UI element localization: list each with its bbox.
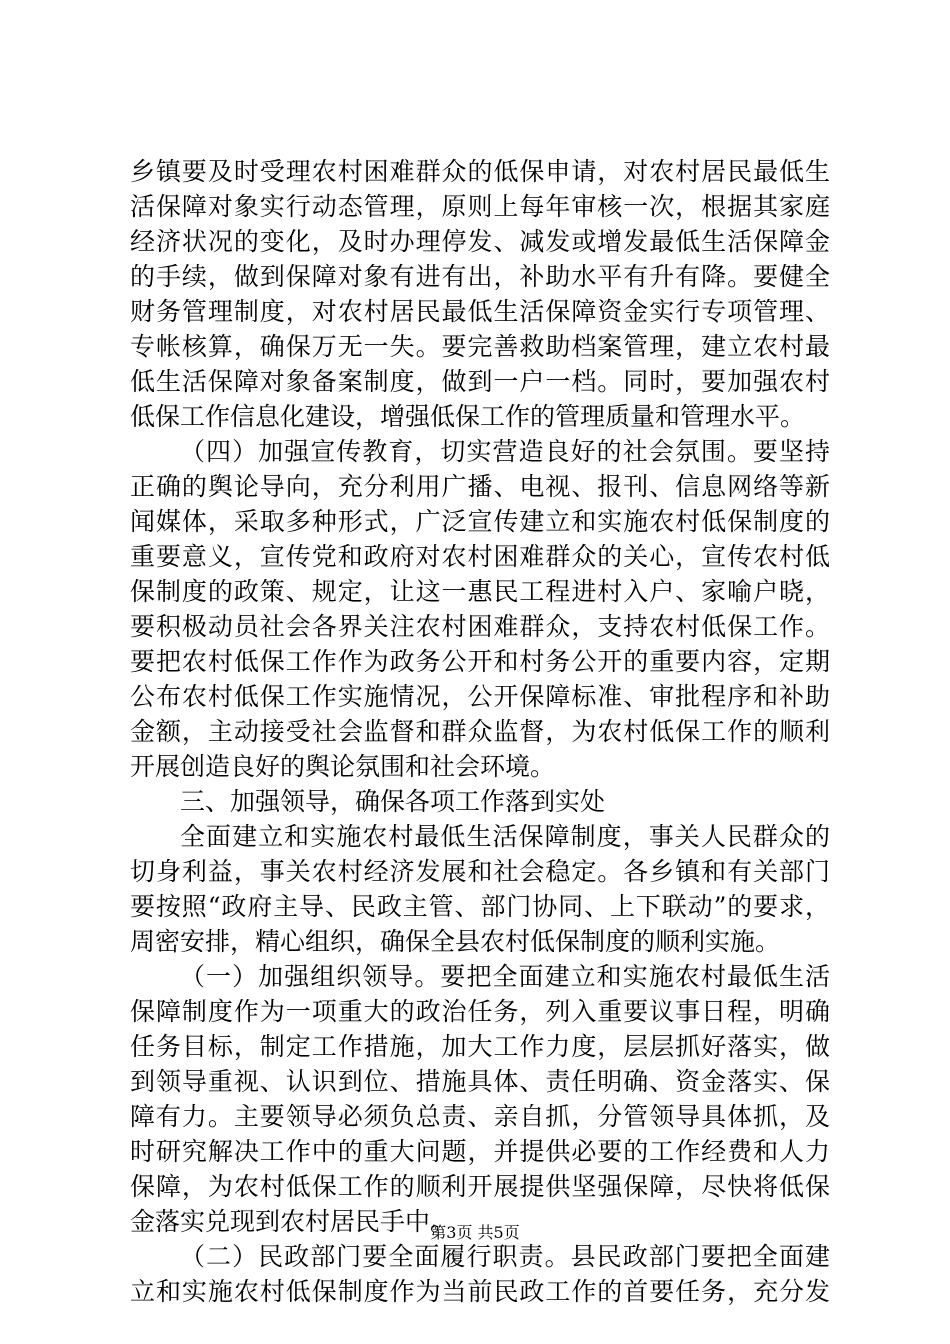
text-line: 切身利益，事关农村经济发展和社会稳定。各乡镇和有关部门 [130, 857, 830, 886]
text-line: 闻媒体，采取多种形式，广泛宣传建立和实施农村低保制度的 [130, 507, 830, 536]
text-line: 财务管理制度，对农村居民最低生活保障资金实行专项管理、 [130, 297, 830, 326]
text-line: 专帐核算，确保万无一失。要完善救助档案管理，建立农村最 [130, 332, 830, 361]
text-line: 开展创造良好的舆论氛围和社会环境。 [130, 752, 556, 781]
text-line: 保制度的政策、规定，让这一惠民工程进村入户、家喻户晓， [130, 577, 830, 606]
text-line: 重要意义，宣传党和政府对农村困难群众的关心，宣传农村低 [130, 542, 830, 571]
text-line: 的手续，做到保障对象有进有出，补助水平有升有降。要健全 [130, 262, 830, 291]
body-text [130, 154, 830, 1309]
text-line: 三、加强领导，确保各项工作落到实处 [180, 787, 606, 816]
text-line: 经济状况的变化，及时办理停发、减发或增发最低生活保障金 [130, 227, 830, 256]
text-line: 金落实兑现到农村居民手中。 [130, 1207, 456, 1236]
text-line: （四）加强宣传教育，切实营造良好的社会氛围。要坚持 [180, 437, 830, 466]
text-line: 乡镇要及时受理农村困难群众的低保申请，对农村居民最低生 [130, 157, 830, 186]
text-line: 低保工作信息化建设，增强低保工作的管理质量和管理水平。 [130, 402, 806, 431]
text-line: 保障制度作为一项重大的政治任务，列入重要议事日程，明确 [130, 997, 830, 1026]
text-line: （二）民政部门要全面履行职责。县民政部门要把全面建 [180, 1242, 830, 1271]
text-line: 正确的舆论导向，充分利用广播、电视、报刊、信息网络等新 [130, 472, 830, 501]
text-line: 要按照“政府主导、民政主管、部门协同、上下联动”的要求， [130, 892, 830, 921]
page-footer: 第3页 共5页 [430, 1223, 520, 1242]
text-line: 要积极动员社会各界关注农村困难群众，支持农村低保工作。 [130, 612, 830, 641]
text-line: （一）加强组织领导。要把全面建立和实施农村最低生活 [180, 962, 830, 991]
text-line: 任务目标，制定工作措施，加大工作力度，层层抓好落实，做 [130, 1032, 830, 1061]
text-line: 全面建立和实施农村最低生活保障制度，事关人民群众的 [180, 822, 830, 851]
text-line: 周密安排，精心组织，确保全县农村低保制度的顺利实施。 [130, 927, 781, 956]
text-line: 金额，主动接受社会监督和群众监督，为农村低保工作的顺利 [130, 717, 830, 746]
text-line: 活保障对象实行动态管理，原则上每年审核一次，根据其家庭 [130, 192, 830, 221]
text-line: 公布农村低保工作实施情况，公开保障标准、审批程序和补助 [130, 682, 830, 711]
text-line: 立和实施农村低保制度作为当前民政工作的首要任务，充分发 [130, 1277, 830, 1306]
text-line: 低生活保障对象备案制度，做到一户一档。同时，要加强农村 [130, 367, 830, 396]
text-line: 保障，为农村低保工作的顺利开展提供坚强保障，尽快将低保 [130, 1172, 830, 1201]
text-line: 时研究解决工作中的重大问题，并提供必要的工作经费和人力 [130, 1137, 830, 1166]
text-line: 到领导重视、认识到位、措施具体、责任明确、资金落实、保 [130, 1067, 830, 1096]
text-line: 要把农村低保工作作为政务公开和村务公开的重要内容，定期 [130, 647, 830, 676]
text-line: 障有力。主要领导必须负总责、亲自抓，分管领导具体抓，及 [130, 1102, 830, 1131]
